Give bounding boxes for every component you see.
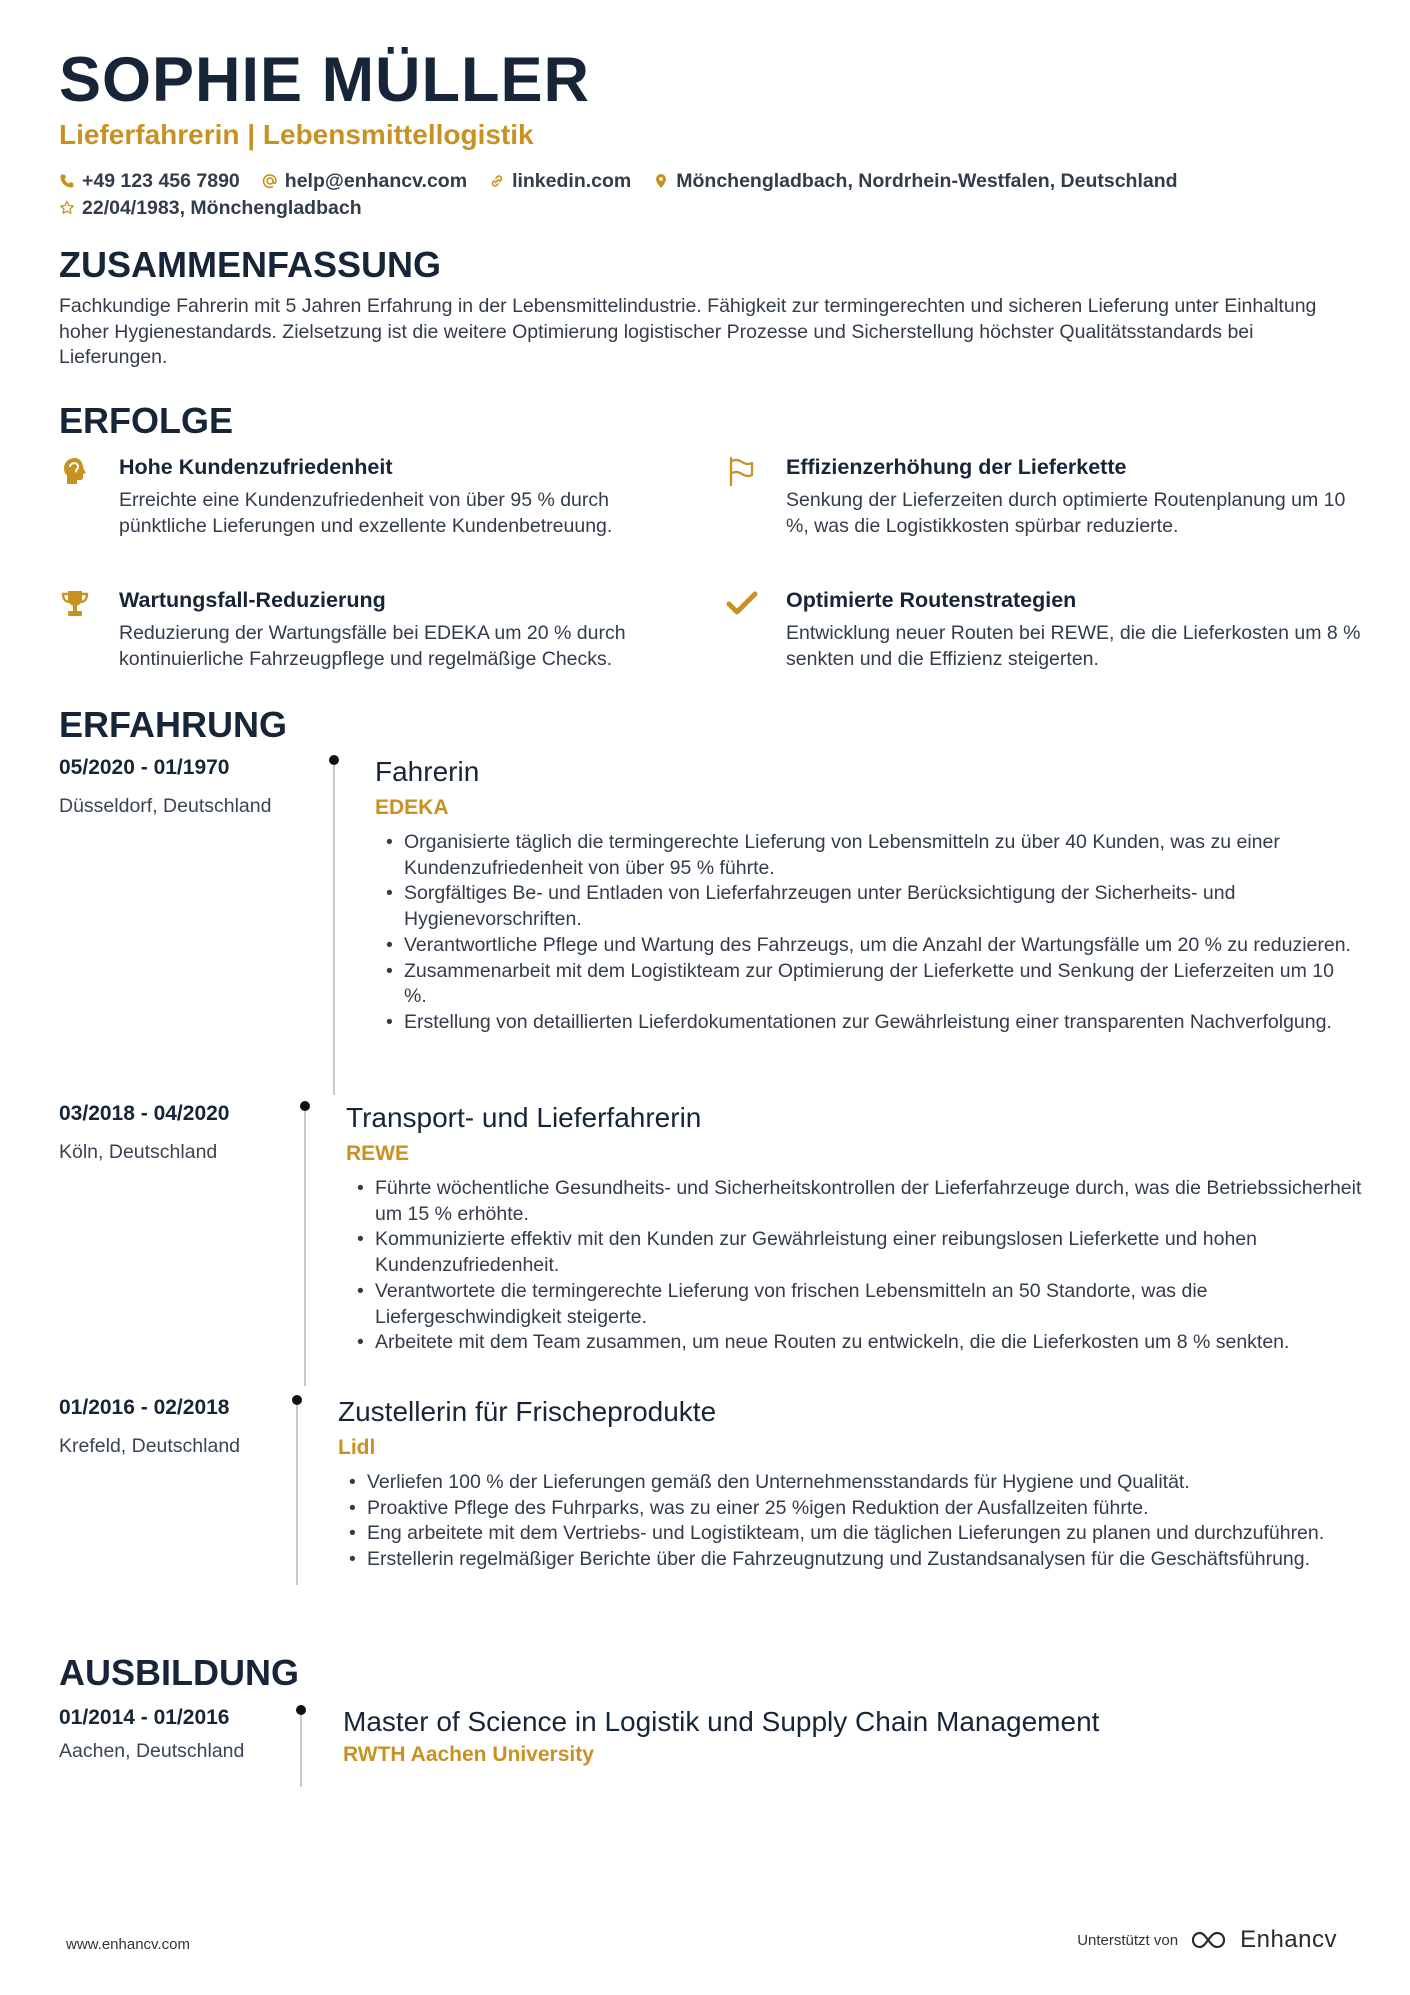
job-bullet: • Erstellung von detaillierten Lieferdokumentationen zur Gewährleistung einer transparenten Nachverfolgung.	[382, 1010, 1362, 1036]
star-icon	[59, 200, 75, 216]
job-bullet: • Proaktive Pflege des Fuhrparks, was zu einer 25 %igen Reduktion der Ausfallzeiten führte.	[345, 1496, 1355, 1522]
achievement-desc: Reduzierung der Wartungsfälle bei EDEKA um 20 % durch kontinuierliche Fahrzeugpflege und regelmäßige Checks.	[119, 622, 626, 670]
experience-heading: ERFAHRUNG	[59, 704, 288, 745]
email-text: help@enhancv.com	[284, 170, 468, 192]
job-company: REWE	[346, 1142, 409, 1165]
head-icon	[59, 455, 91, 487]
candidate-role: Lieferfahrerin | Lebensmittellogistik	[59, 119, 534, 150]
timeline-dot	[300, 1101, 310, 1111]
job-title: Zustellerin für Frischeprodukte	[338, 1396, 717, 1427]
location-text: Mönchengladbach, Nordrhein-Westfalen, Deutschland	[676, 170, 1178, 192]
timeline-dot	[296, 1705, 306, 1715]
linkedin-text: linkedin.com	[512, 170, 632, 192]
timeline-line	[333, 765, 335, 1095]
summary-text: Fachkundige Fahrerin mit 5 Jahren Erfahrung in der Lebensmittelindustrie. Fähigkeit zur termingerechten und sicheren Lieferung unter Einhaltung hoher Hygienestandards. Zielsetzung ist die weitere Optimierung logistischer Prozesse und Sicherstellung höchster Qualitätsstandards bei Lieferungen.	[59, 295, 1317, 369]
candidate-name: SOPHIE MÜLLER	[59, 45, 591, 115]
achievement-title: Optimierte Routenstrategien	[786, 588, 1077, 612]
timeline-dot	[329, 755, 339, 765]
education-date: 01/2014 - 01/2016	[59, 1706, 230, 1729]
job-bullets	[382, 830, 1362, 1036]
job-bullet: • Verantwortete die termingerechte Lieferung von frischen Lebensmitteln an 50 Standorte, was die Liefergeschwindigkeit steigerte.	[353, 1279, 1363, 1330]
job-date: 01/2016 - 02/2018	[59, 1396, 230, 1419]
job-location: Düsseldorf, Deutschland	[59, 795, 272, 817]
job-bullet: • Organisierte täglich die termingerechte Lieferung von Lebensmitteln zu über 40 Kunden, was zu einer Kundenzufriedenheit von über 95 % führte.	[382, 830, 1362, 881]
contact-email[interactable]	[262, 168, 467, 194]
job-bullets	[353, 1176, 1363, 1356]
timeline-line	[300, 1715, 302, 1787]
education-heading: AUSBILDUNG	[59, 1652, 299, 1693]
achievements-heading: ERFOLGE	[59, 400, 234, 441]
achievement-desc: Entwicklung neuer Routen bei REWE, die die Lieferkosten um 8 % senkten und die Effizienz steigerten.	[786, 622, 1361, 670]
job-company: Lidl	[338, 1436, 376, 1459]
job-bullet: • Erstellerin regelmäßiger Berichte über die Fahrzeugnutzung und Zustandsanalysen für die Geschäftsführung.	[345, 1547, 1355, 1573]
contact-phone[interactable]	[59, 168, 240, 194]
job-bullet: • Verliefen 100 % der Lieferungen gemäß den Unternehmensstandards für Hygiene und Qualität.	[345, 1470, 1355, 1496]
job-bullets	[345, 1470, 1355, 1573]
achievement-title: Hohe Kundenzufriedenheit	[119, 455, 393, 479]
job-date: 03/2018 - 04/2020	[59, 1102, 230, 1125]
contact-info	[59, 168, 1359, 222]
enhancv-logo-icon	[1190, 1929, 1234, 1951]
link-icon	[489, 173, 505, 189]
education-location: Aachen, Deutschland	[59, 1740, 245, 1762]
phone-icon	[59, 173, 75, 189]
phone-text: +49 123 456 7890	[82, 170, 240, 192]
footer-branding[interactable]	[1077, 1926, 1337, 1954]
contact-birth	[59, 195, 362, 221]
achievement-desc: Erreichte eine Kundenzufriedenheit von über 95 % durch pünktliche Lieferungen und exzellente Kundenbetreuung.	[119, 489, 613, 537]
achievement-desc: Senkung der Lieferzeiten durch optimierte Routenplanung um 10 %, was die Logistikkosten spürbar reduzierte.	[786, 489, 1346, 537]
job-bullet: • Zusammenarbeit mit dem Logistikteam zur Optimierung der Lieferkette und Senkung der Lieferzeiten um 10 %.	[382, 959, 1362, 1010]
birth-text: 22/04/1983, Mönchengladbach	[82, 197, 362, 219]
achievement-title: Effizienzerhöhung der Lieferkette	[786, 455, 1127, 479]
at-icon	[262, 173, 278, 189]
contact-location	[653, 168, 1177, 194]
location-pin-icon	[653, 173, 669, 189]
timeline-dot	[292, 1395, 302, 1405]
footer-powered-text: Unterstützt von	[1077, 1931, 1179, 1949]
achievement-title: Wartungsfall-Reduzierung	[119, 588, 386, 612]
contact-linkedin[interactable]	[489, 168, 631, 194]
timeline-line	[296, 1405, 298, 1585]
job-bullet: • Arbeitete mit dem Team zusammen, um neue Routen zu entwickeln, die die Lieferkosten um 8 % senkten.	[353, 1330, 1363, 1356]
job-title: Fahrerin	[375, 756, 480, 787]
job-location: Krefeld, Deutschland	[59, 1435, 241, 1457]
job-bullet: • Sorgfältiges Be- und Entladen von Lieferfahrzeugen unter Berücksichtigung der Sicherheits- und Hygienevorschriften.	[382, 881, 1362, 932]
job-bullet: • Führte wöchentliche Gesundheits- und Sicherheitskontrollen der Lieferfahrzeuge durch, was die Betriebssicherheit um 15 % erhöhte.	[353, 1176, 1363, 1227]
footer-website[interactable]: www.enhancv.com	[66, 1936, 190, 1953]
trophy-icon	[59, 588, 91, 620]
job-bullet: • Kommunizierte effektiv mit den Kunden zur Gewährleistung einer reibungslosen Lieferkette und hohen Kundenzufriedenheit.	[353, 1227, 1363, 1278]
footer-brand: Enhancv	[1240, 1926, 1337, 1953]
timeline-line	[304, 1111, 306, 1386]
job-title: Transport- und Lieferfahrerin	[346, 1102, 702, 1133]
check-icon	[726, 588, 758, 620]
job-company: EDEKA	[375, 796, 449, 819]
job-date: 05/2020 - 01/1970	[59, 756, 230, 779]
job-location: Köln, Deutschland	[59, 1141, 218, 1163]
job-bullet: • Eng arbeitete mit dem Vertriebs- und Logistikteam, um die täglichen Lieferungen zu planen und durchzuführen.	[345, 1521, 1355, 1547]
education-school: RWTH Aachen University	[343, 1743, 594, 1766]
education-degree: Master of Science in Logistik und Supply Chain Management	[343, 1706, 1100, 1737]
job-bullet: • Verantwortliche Pflege und Wartung des Fahrzeugs, um die Anzahl der Wartungsfälle um 20 % zu reduzieren.	[382, 933, 1362, 959]
summary-heading: ZUSAMMENFASSUNG	[59, 244, 442, 285]
flag-icon	[726, 455, 758, 487]
